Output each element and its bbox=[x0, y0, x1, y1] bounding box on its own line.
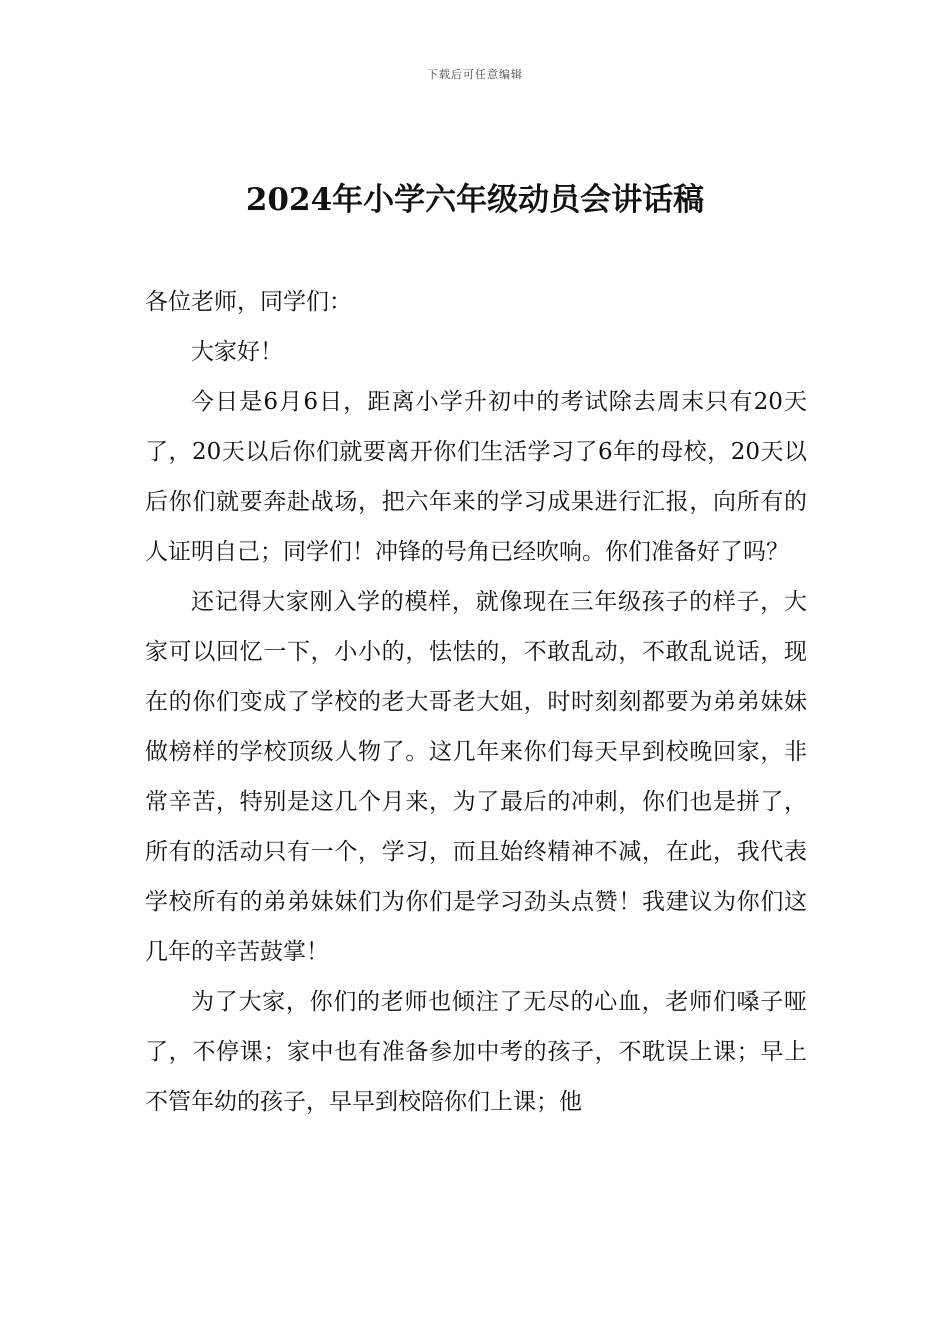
paragraph-memories: 还记得大家刚入学的模样，就像现在三年级孩子的样子，大家可以回忆一下，小小的，怯怯的，不敢乱动，不敢乱说话，现在的你们变成了学校的老大哥老大姐，时时刻刻都要为弟弟妹妹做榜样的学校顶级人物了。这几年来你们每天早到校晚回家，非常辛苦，特别是这几个月来，为了最后的冲刺，你们也是拼了，所有的活动只有一个，学习，而且始终精神不减，在此，我代表学校所有的弟弟妹妹们为你们是学习劲头点赞！我建议为你们这几年的辛苦鼓掌！ bbox=[145, 589, 807, 965]
document-body bbox=[145, 277, 807, 1127]
paragraph-countdown: 今日是6月6日，距离小学升初中的考试除去周末只有20天了，20天以后你们就要离开你们生活学习了6年的母校，20天以后你们就要奔赴战场，把六年来的学习成果进行汇报，向所有的人证明自己；同学们！冲锋的号角已经吹响。你们准备好了吗？ bbox=[145, 389, 807, 565]
paragraph-teachers: 为了大家，你们的老师也倾注了无尽的心血，老师们嗓子哑了，不停课；家中也有准备参加中考的孩子，不耽误上课；早上不管年幼的孩子，早早到校陪你们上课；他 bbox=[145, 989, 807, 1115]
document-title: 2024年小学六年级动员会讲话稿 bbox=[245, 182, 705, 218]
salutation: 各位老师，同学们： bbox=[145, 289, 352, 315]
header-note: 下载后可任意编辑 bbox=[427, 68, 523, 81]
paragraph-greeting: 大家好！ bbox=[191, 339, 283, 365]
